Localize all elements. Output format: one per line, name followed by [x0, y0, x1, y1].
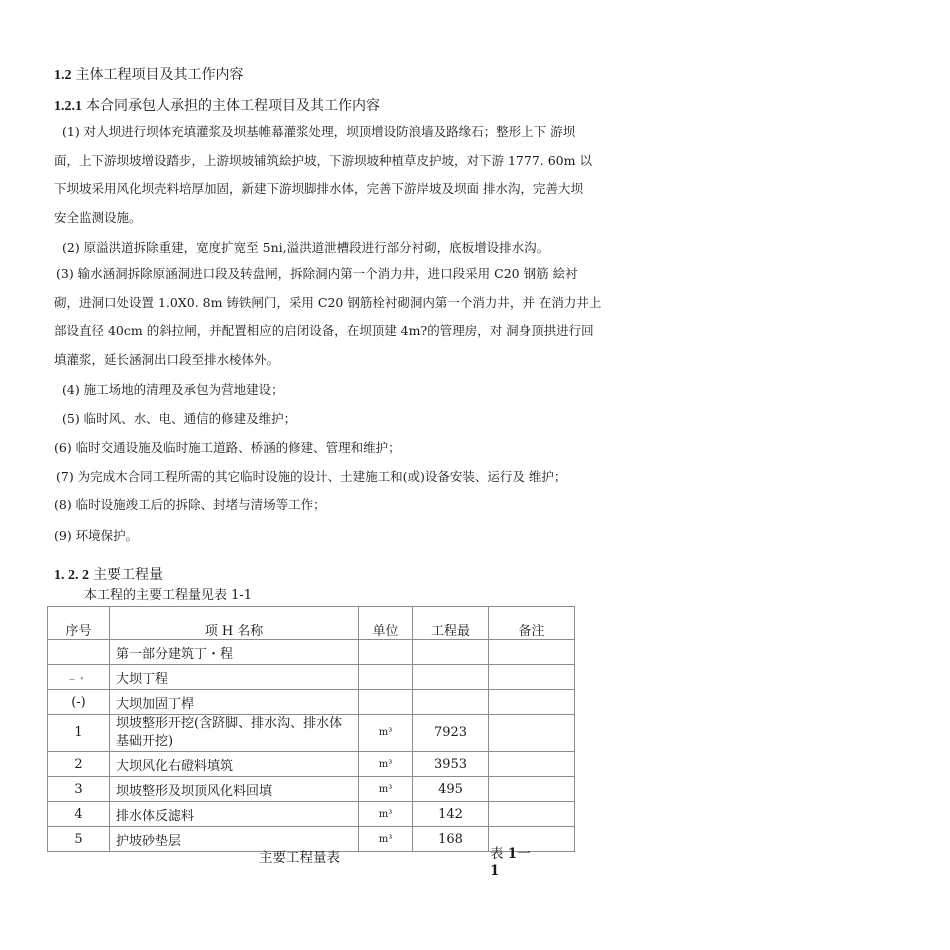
subsection-heading — [54, 95, 380, 115]
cell-no: 3 — [48, 777, 110, 802]
table-row — [48, 777, 575, 802]
section-title: 主体工程项目及其工作内容 — [75, 67, 244, 83]
paragraph-line: (1) 对人坝进行坝体充填灌浆及坝基帷幕灌浆处理，坝顶增设防浪墙及路缘石；整形上下 游坝 — [62, 124, 576, 139]
cell-name: 大坝丁程 — [110, 665, 359, 690]
cell-quantity: 3953 — [413, 752, 489, 777]
cell-unit: m³ — [359, 827, 413, 852]
cell-quantity: 495 — [413, 777, 489, 802]
header-name: 项 H 名称 — [110, 607, 359, 640]
cell-no — [48, 640, 110, 665]
cell-name: 大坝加固丁桿 — [110, 690, 359, 715]
paragraph-line: 安全监测设施。 — [54, 209, 142, 225]
list-item-6: (6) 临时交通设施及临时施工道路、桥涵的修建、管理和维护； — [54, 440, 401, 455]
cell-remark — [489, 715, 575, 752]
header-unit: 单位 — [359, 607, 413, 640]
cell-remark — [489, 640, 575, 665]
cell-unit: m³ — [359, 715, 413, 752]
section-heading — [54, 64, 244, 84]
cell-no: 4 — [48, 802, 110, 827]
table-row — [48, 715, 575, 752]
cell-quantity: 168 — [413, 827, 489, 852]
subsection2-heading — [54, 564, 163, 584]
header-remark: 备注 — [489, 607, 575, 640]
paragraph-line: 下坝坡采用风化坝壳料培厚加固，新建下游坝脚排水体，完善下游岸坡及坝面 排水沟，完善大坝 — [54, 181, 583, 196]
cell-quantity — [413, 640, 489, 665]
subsection-title: 本合同承包人承担的主体工程项目及其工作内容 — [86, 98, 380, 114]
subsection2-title: 主要工程量 — [93, 567, 163, 583]
list-item-9: (9) 环境保护。 — [54, 528, 139, 543]
cell-no: 5 — [48, 827, 110, 852]
paragraph-line: 面，上下游坝坡增设踏步，上游坝坡铺筑絵护坡，下游坝坡种植草皮护坡，对下游 1777. 60m 以 — [54, 152, 592, 168]
paragraph-item-2: (2) 原溢洪道拆除重建，宽度扩宽至 5ni,溢洪道泄槽段进行部分衬砌，底板增设排水沟。 — [62, 240, 550, 255]
cell-remark — [489, 665, 575, 690]
header-quantity: 工程最 — [413, 607, 489, 640]
cell-unit — [359, 665, 413, 690]
cell-remark — [489, 777, 575, 802]
table-row — [48, 752, 575, 777]
cell-unit — [359, 690, 413, 715]
cell-unit: m³ — [359, 752, 413, 777]
table-row — [48, 640, 575, 665]
table-title: 主要工程量表 — [259, 850, 340, 866]
cell-name: 第一部分建筑丁・程 — [110, 640, 359, 665]
cell-unit — [359, 640, 413, 665]
list-item-4: (4) 施工场地的清理及承包为营地建设； — [62, 382, 284, 397]
cell-quantity: 142 — [413, 802, 489, 827]
list-item-7: (7) 为完成木合同工程所需的其它临时设施的设计、土建施工和(或)设备安装、运行及 维护； — [56, 469, 567, 484]
section-number: 1.2 — [54, 68, 72, 83]
table-label-number: 1 — [507, 846, 518, 862]
cell-name: 坝坡整形开挖(含跻脚、排水沟、排水体基础开挖) — [110, 715, 359, 752]
header-no: 序号 — [48, 607, 110, 640]
cell-quantity — [413, 690, 489, 715]
table-label-prefix: 表 — [490, 846, 504, 862]
cell-no: 1 — [48, 715, 110, 752]
paragraph-line: (3) 输水涵洞拆除原涵洞进口段及转盘闸，拆除洞内第一个消力井，进口段采用 C20 钢筋 絵衬 — [56, 266, 578, 281]
cell-name: 护坡砂垫层 — [110, 827, 359, 852]
paragraph-item-1 — [54, 118, 620, 232]
table-row — [48, 665, 575, 690]
paragraph-line: 砌，进洞口处设置 1.0X0. 8m 铸铁闸门，采用 C20 钢筋栓衬砌洞内第一个消力井，并 在消力井上 — [54, 294, 602, 310]
table-header-row — [48, 607, 575, 640]
cell-name: 坝坡整形及坝顶风化料回填 — [110, 777, 359, 802]
quantities-table — [47, 606, 575, 852]
cell-no: 2 — [48, 752, 110, 777]
list-item-5: (5) 临时风、水、电、通信的修建及维护； — [62, 411, 297, 426]
cell-unit: m³ — [359, 777, 413, 802]
paragraph-line: 部设直径 40cm 的斜拉闸，并配置相应的启闭设备，在坝顶建 4m?的管理房，对 洞身顶拱进行回 — [54, 323, 594, 338]
table-row — [48, 690, 575, 715]
table-label — [490, 846, 531, 880]
cell-unit: m³ — [359, 802, 413, 827]
cell-remark — [489, 690, 575, 715]
table-label-line2: 1 — [490, 863, 500, 879]
subsection-number: 1.2.1 — [54, 99, 82, 114]
table-label-dash: 一 — [517, 846, 531, 862]
cell-no: (-) — [48, 690, 110, 715]
cell-remark — [489, 752, 575, 777]
paragraph-line: 填灌浆，延长涵洞出口段至排水棱体外。 — [54, 351, 280, 367]
cell-quantity: 7923 — [413, 715, 489, 752]
paragraph-item-3 — [54, 260, 620, 374]
table-reference-caption: 本工程的主要工程量见表 1-1 — [84, 588, 253, 603]
cell-name: 大坝风化右磴料填筑 — [110, 752, 359, 777]
cell-no: –・ — [48, 665, 110, 690]
table-row — [48, 802, 575, 827]
list-item-8: (8) 临时设施竣工后的拆除、封堵与清场等工作； — [54, 497, 326, 512]
cell-quantity — [413, 665, 489, 690]
subsection2-number: 1. 2. 2 — [54, 568, 89, 583]
cell-remark — [489, 802, 575, 827]
cell-name: 排水体反滤料 — [110, 802, 359, 827]
